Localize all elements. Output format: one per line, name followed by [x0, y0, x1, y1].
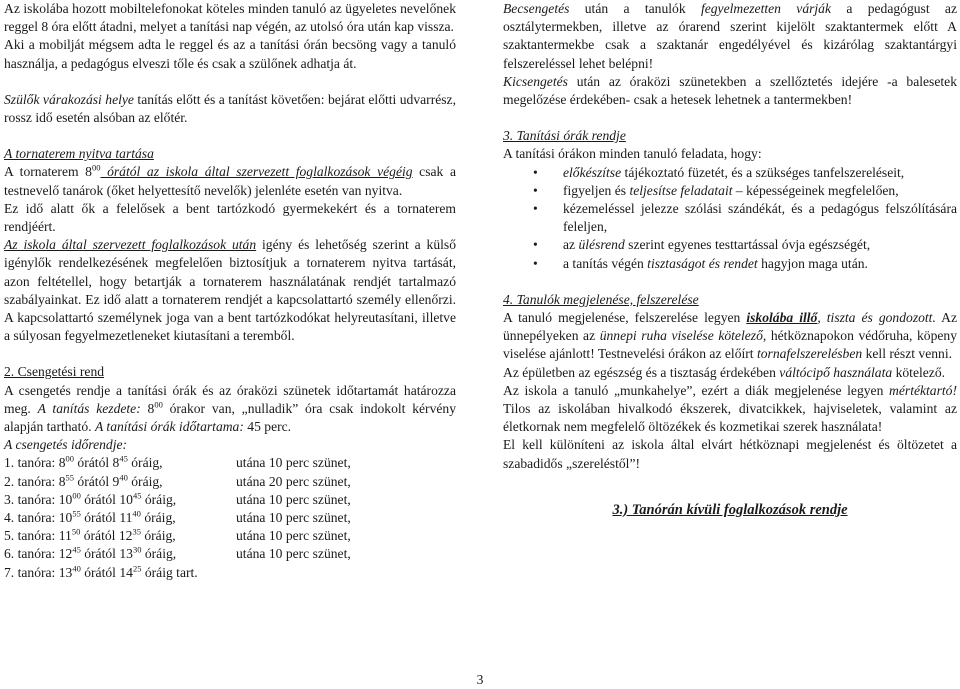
gym-hours-heading: A tornaterem nyitva tartása: [4, 146, 154, 162]
timetable-row: 7. tanóra: $13^{40}$ órától $14^{25}$ óráig tart.: [4, 563, 198, 580]
timetable-row: 2. tanóra: $8^{55}$ órától $9^{40}$ óráig, utána 20 perc szünet,: [4, 472, 351, 489]
mobile-phone-paragraph: Az iskolába hozott mobiltelefonokat köteles minden tanuló az ügyeletes nevelőnek reggel 8 óra előtt átadni, melyet a tanítási nap végén, az utolsó óra után kap vissza.: [4, 1, 456, 35]
list-item: • a tanítás végén tisztaságot és rendet hagyjon maga után.: [533, 255, 957, 273]
lesson-rules-heading: 3. Tanítási órák rendje: [503, 128, 626, 144]
section-3-heading: 3.) Tanórán kívüli foglalkozások rendje: [612, 501, 848, 518]
timetable-row: 3. tanóra: $10^{00}$ órától $10^{45}$ óráig, utána 10 perc szünet,: [4, 490, 351, 507]
timetable-row: 5. tanóra: $11^{50}$ órától $12^{35}$ óráig, utána 10 perc szünet,: [4, 526, 351, 544]
page-number: 3: [476, 672, 484, 687]
bell-schedule-heading: 2. Csengetési rend: [4, 364, 105, 380]
bell-timetable: [4, 454, 456, 581]
lesson-rules-intro: A tanítási órákon minden tanuló feladata, hogy:: [503, 146, 762, 162]
leisure-outfit-paragraph: El kell különíteni az iskola által elvárt hétköznapi megjelenést és öltözetet a szabadidős „szereléstől”!: [503, 437, 957, 471]
appearance-paragraph: A tanuló megjelenése, felszerelése legyen iskolába illő, tiszta és gondozott. Az ünnepélyeken az ünnepi ruha viselése kötelező, hétköznapokon védőruha, köpeny viselése ajánlott! Testnevelési órákon az előírt tornafelszerelésben kell részt venni.: [503, 310, 958, 362]
list-item: • figyeljen és teljesítse feladatait – képességeinek megfelelően,: [533, 182, 957, 200]
timetable-row: 6. tanóra: $12^{45}$ órától $13^{30}$ óráig, utána 10 perc szünet,: [4, 544, 351, 562]
lesson-rules-list: [503, 164, 957, 273]
right-column: [503, 0, 957, 519]
workplace-paragraph: Az iskola a tanuló „munkahelye”, ezért a diák megjelenése legyen mértéktartó! Tilos az iskolában hivalkodó ékszerek, divatcikkek, hajviseletek, valamint az életkornak nem megfelelő öltözékek és kozmetikai szerek használata!: [503, 382, 957, 435]
timetable-row: 4. tanóra: $10^{55}$ órától $11^{40}$ óráig, utána 10 perc szünet,: [4, 508, 351, 526]
appearance-heading: 4. Tanulók megjelenése, felszerelése: [503, 291, 699, 307]
gym-external-use-paragraph: Az iskola által szervezett foglalkozások után igény és lehetőség szerint a külső igénylők rendelkezésének megfelelően biztosítjuk a tornaterem nyitva tartását, azon feltétellel, hogy betartják a tornaterem használatának rendjét tartalmazó szabályainkat. Ez idő alatt a tornaterem rendjét a kapcsolattartó személy ellenőrzi. A kapcsolattartó személynek joga van a bent tartózkodókat helyreutasítani, illetve a súlyosan fegyelmezetleneket kiutasítani a teremből.: [4, 237, 456, 344]
timetable-row: 1. tanóra: $8^{00}$ órától $8^{45}$ óráig, utána 10 perc szünet,: [4, 453, 351, 471]
parent-waiting-label: Szülők várakozási helye: [4, 91, 134, 107]
gym-responsibility-paragraph: Ez idő alatt ők a felelősek a bent tartózkodó gyermekekért és a tornaterem rendjéért.: [4, 200, 456, 235]
slippers-paragraph: Az épületben az egészség és a tisztaság érdekében váltócipő használata kötelező.: [503, 364, 946, 380]
bell-timetable-heading: A csengetés időrendje:: [4, 437, 128, 453]
bell-schedule-paragraph: A csengetés rendje a tanítási órák és az óraközi szünetek időtartamát határozza meg. A tanítás kezdete: $8^{00}$ órakor van, „nulladik” óra csak indokolt kérvény alapján tartható. A tanítási órák időtartama: 45 perc.: [4, 382, 456, 435]
break-paragraph: Kicsengetés után az óraközi szünetekben a szellőztetés idejére -a balesetek megelőzése érdekében- csak a hetesek lehetnek a tantermekben!: [503, 73, 957, 108]
list-item: • előkészítse tájékoztató füzetét, és a szükséges tanfelszereléseit,: [533, 164, 957, 182]
gym-hours-paragraph: A tornaterem $8^{00}$ órától az iskola által szervezett foglalkozások végéig csak a testnevelő tanárok (őket helyettesítő nevelők) jelenléte esetén van nyitva.: [4, 162, 456, 198]
mobile-confiscation-paragraph: Aki a mobilját mégsem adta le reggel és az a tanítási órán becsöng vagy a tanuló használja, a pedagógus elveszi tőle és csak a szülőnek adhatja át.: [4, 37, 456, 71]
bell-ring-paragraph: Becsengetés után a tanulók fegyelmezetten várják a pedagógust az osztálytermekben, illetve az órarend szerint kijelölt szaktantermek előtt A szaktantermekbe csak a szaktanár engedélyével és kizárólag szaktantárgyi felszereléssel lehet belépni!: [503, 1, 957, 71]
parent-waiting-paragraph: Szülők várakozási helye tanítás előtt és a tanítást követően: bejárat előtti udvarrész, rossz idő esetén alsóban az előtér.: [4, 91, 456, 126]
left-column: [4, 0, 456, 582]
list-item: • az ülésrend szerint egyenes testtartással óvja egészségét,: [533, 236, 957, 254]
list-item: • kézemeléssel jelezze szólási szándékát, és a pedagógus felszólítására feleljen,: [533, 200, 957, 236]
